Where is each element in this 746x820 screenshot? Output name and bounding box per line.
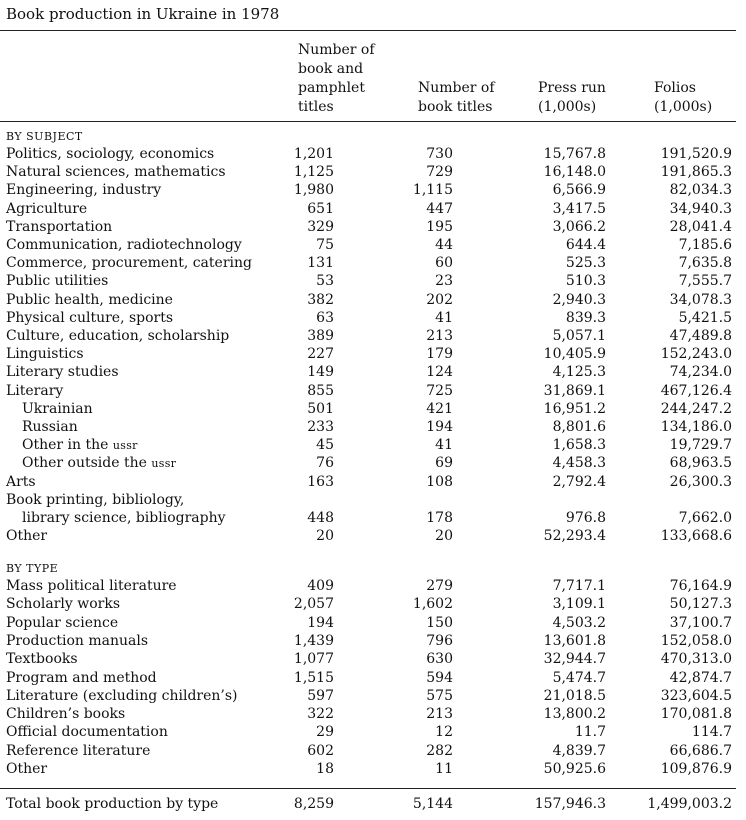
row-label-text: Program and method	[6, 669, 157, 686]
table-row	[0, 327, 736, 345]
row-label	[6, 473, 36, 491]
row-label-text: Public utilities	[6, 273, 109, 290]
table-row	[0, 595, 736, 613]
header-col-press-run-line: (1,000s)	[538, 99, 597, 115]
cell-book-titles: 282	[426, 742, 453, 759]
cell-book-titles: 213	[426, 328, 453, 344]
row-label	[6, 181, 161, 199]
header-col-folios	[654, 79, 712, 117]
row-label-text: Production manuals	[6, 632, 149, 649]
cell-titles: 2,057	[293, 596, 334, 613]
row-label	[22, 400, 93, 418]
row-label	[6, 527, 47, 545]
cell-titles: 651	[307, 200, 334, 217]
cell-book-titles: 69	[435, 455, 453, 472]
row-label	[6, 687, 238, 705]
cell-folios: 170,081.8	[660, 706, 732, 723]
cell-folios: 50,127.3	[669, 596, 732, 613]
header-col-titles	[298, 41, 375, 117]
cell-folios: 7,185.6	[678, 237, 732, 253]
cell-press-run: 644.4	[565, 237, 606, 253]
table-row	[0, 577, 736, 595]
cell-book-titles: 20	[435, 528, 453, 545]
row-label-text: Russian	[22, 419, 78, 435]
table-row	[0, 200, 736, 218]
row-label	[6, 742, 150, 760]
row-label	[6, 345, 84, 363]
cell-titles: 597	[307, 687, 334, 704]
row-label-text: Reference literature	[6, 742, 151, 759]
row-label	[6, 382, 63, 400]
cell-folios: 134,186.0	[660, 419, 732, 435]
total-row	[0, 795, 736, 813]
cell-press-run: 32,944.7	[543, 651, 606, 668]
row-label	[6, 218, 112, 236]
table-row	[0, 363, 736, 381]
cell-book-titles: 41	[435, 309, 453, 326]
cell-folios: 133,668.6	[660, 528, 732, 545]
header-col-titles-line: titles	[298, 99, 334, 115]
total-press-run: 157,946.3	[534, 796, 606, 812]
row-label-text: Book printing, bibliology,	[6, 491, 185, 508]
cell-press-run: 5,057.1	[552, 328, 606, 344]
cell-folios: 191,520.9	[660, 146, 732, 162]
cell-folios: 7,555.7	[678, 273, 732, 290]
row-label-text: Culture, education, scholarship	[6, 328, 230, 344]
table-row	[0, 509, 736, 527]
table-row	[0, 382, 736, 400]
table-row	[0, 742, 736, 760]
top-rule	[0, 30, 736, 31]
row-label-text: Other in the	[22, 437, 109, 454]
row-label	[22, 509, 226, 527]
cell-folios: 47,489.8	[669, 328, 732, 344]
row-label	[6, 327, 229, 345]
table-row	[0, 236, 736, 254]
header-rule	[0, 121, 736, 122]
cell-titles: 1,439	[293, 632, 334, 649]
row-label-text: Transportation	[6, 218, 113, 235]
row-label	[6, 669, 157, 687]
cell-press-run: 16,951.2	[543, 400, 606, 417]
cell-titles: 602	[307, 742, 334, 759]
cell-book-titles: 178	[426, 510, 453, 526]
row-label-abbrev: ussr	[112, 439, 138, 453]
cell-titles: 20	[316, 528, 334, 545]
cell-folios: 76,164.9	[669, 578, 732, 594]
section-by-type: BY TYPE	[6, 562, 59, 575]
cell-press-run: 21,018.5	[543, 687, 606, 704]
cell-press-run: 525.3	[565, 255, 606, 272]
cell-folios: 37,100.7	[669, 614, 732, 631]
cell-press-run: 13,800.2	[543, 706, 606, 723]
row-label	[6, 595, 120, 613]
cell-press-run: 4,458.3	[552, 455, 606, 472]
cell-titles: 1,201	[293, 146, 334, 162]
cell-titles: 63	[316, 309, 334, 326]
row-label	[6, 491, 184, 509]
row-label-text: Other	[6, 528, 48, 545]
cell-folios: 34,078.3	[669, 291, 732, 308]
header-col-press-run-line: Press run	[538, 80, 606, 96]
cell-book-titles: 11	[435, 761, 453, 777]
table-row	[0, 723, 736, 741]
row-label	[22, 436, 138, 455]
cell-press-run: 2,940.3	[552, 291, 606, 308]
cell-press-run: 6,566.9	[552, 182, 606, 199]
cell-folios: 152,058.0	[660, 632, 732, 649]
cell-book-titles: 447	[426, 200, 453, 217]
cell-folios: 244,247.2	[660, 400, 732, 417]
cell-press-run: 31,869.1	[543, 382, 606, 399]
cell-press-run: 4,125.3	[552, 364, 606, 381]
row-label-text: Textbooks	[6, 651, 78, 668]
row-label	[6, 163, 226, 181]
cell-book-titles: 1,602	[412, 596, 453, 613]
cell-titles: 29	[316, 724, 334, 741]
cell-book-titles: 23	[435, 273, 453, 290]
cell-titles: 329	[307, 218, 334, 235]
row-label	[6, 200, 87, 218]
header-col-book-titles-line: Number of	[418, 80, 495, 96]
row-label-text: Politics, sociology, economics	[6, 146, 215, 162]
cell-book-titles: 730	[426, 146, 453, 162]
cell-press-run: 1,658.3	[552, 437, 606, 454]
row-label	[6, 254, 252, 272]
cell-press-run: 7,717.1	[552, 578, 606, 594]
table-row	[0, 760, 736, 778]
row-label	[6, 363, 119, 381]
table-row	[0, 491, 736, 509]
header-col-titles-line: book and	[298, 61, 364, 77]
row-label	[6, 650, 78, 668]
cell-folios: 26,300.3	[669, 473, 732, 490]
cell-titles: 1,980	[293, 182, 334, 199]
total-folios: 1,499,003.2	[647, 796, 732, 812]
table-row	[0, 145, 736, 163]
cell-press-run: 16,148.0	[543, 164, 606, 181]
cell-press-run: 2,792.4	[552, 473, 606, 490]
cell-folios: 5,421.5	[678, 309, 732, 326]
cell-press-run: 5,474.7	[552, 669, 606, 686]
cell-book-titles: 575	[426, 687, 453, 704]
table-row	[0, 454, 736, 472]
row-label-text: Communication, radiotechnology	[6, 237, 242, 253]
total-rule	[0, 788, 736, 789]
cell-folios: 114.7	[691, 724, 732, 741]
cell-book-titles: 108	[426, 473, 453, 490]
row-label-text: Other	[6, 761, 48, 777]
cell-book-titles: 60	[435, 255, 453, 272]
cell-titles: 1,125	[293, 164, 334, 181]
cell-titles: 855	[307, 382, 334, 399]
row-label-text: Literature (excluding children’s)	[6, 687, 238, 704]
cell-book-titles: 725	[426, 382, 453, 399]
cell-titles: 233	[307, 419, 334, 435]
table-row	[0, 632, 736, 650]
cell-folios: 152,243.0	[660, 346, 732, 363]
cell-titles: 1,515	[293, 669, 334, 686]
row-label-text: Engineering, industry	[6, 182, 162, 199]
table-row	[0, 527, 736, 545]
header-col-titles-line: Number of	[298, 42, 375, 58]
total-titles: 8,259	[293, 796, 334, 812]
table-row	[0, 181, 736, 199]
row-label-text: Commerce, procurement, catering	[6, 255, 252, 272]
row-label	[6, 291, 173, 309]
cell-titles: 53	[316, 273, 334, 290]
cell-book-titles: 194	[426, 419, 453, 435]
cell-book-titles: 41	[435, 437, 453, 454]
header-col-folios-line: Folios	[654, 80, 696, 96]
cell-titles: 163	[307, 473, 334, 490]
row-label	[6, 577, 177, 595]
cell-book-titles: 12	[435, 724, 453, 741]
cell-titles: 409	[307, 578, 334, 594]
table-row	[0, 705, 736, 723]
cell-book-titles: 421	[426, 400, 453, 417]
cell-folios: 74,234.0	[669, 364, 732, 381]
total-book-titles: 5,144	[412, 796, 453, 812]
row-label-text: Literary studies	[6, 364, 119, 381]
cell-press-run: 976.8	[565, 510, 606, 526]
row-label-text: Agriculture	[6, 200, 88, 217]
table-row	[0, 309, 736, 327]
cell-folios: 66,686.7	[669, 742, 732, 759]
cell-book-titles: 202	[426, 291, 453, 308]
table-title: Book production in Ukraine in 1978	[6, 5, 280, 23]
table-row	[0, 614, 736, 632]
table-row	[0, 254, 736, 272]
row-label-abbrev: ussr	[151, 457, 177, 471]
table-row	[0, 163, 736, 181]
row-label-text: Mass political literature	[6, 578, 177, 594]
cell-folios: 323,604.5	[660, 687, 732, 704]
cell-folios: 42,874.7	[669, 669, 732, 686]
table-row	[0, 345, 736, 363]
cell-titles: 322	[307, 706, 334, 723]
cell-titles: 448	[307, 510, 334, 526]
row-label-text: Official documentation	[6, 724, 168, 741]
row-label-text: Other outside the	[22, 455, 147, 472]
cell-folios: 109,876.9	[660, 761, 732, 777]
total-label: Total book production by type	[6, 796, 219, 812]
table-row	[0, 436, 736, 454]
cell-press-run: 13,601.8	[543, 632, 606, 649]
row-label-text: Literary	[6, 382, 64, 399]
cell-press-run: 3,417.5	[552, 200, 606, 217]
row-label	[6, 272, 108, 290]
row-label-text: Children’s books	[6, 706, 126, 723]
table-row	[0, 272, 736, 290]
cell-book-titles: 213	[426, 706, 453, 723]
cell-book-titles: 594	[426, 669, 453, 686]
cell-press-run: 510.3	[565, 273, 606, 290]
cell-folios: 28,041.4	[669, 218, 732, 235]
cell-press-run: 52,293.4	[543, 528, 606, 545]
row-label-text: Natural sciences, mathematics	[6, 164, 226, 181]
cell-press-run: 4,503.2	[552, 614, 606, 631]
cell-press-run: 50,925.6	[543, 761, 606, 777]
cell-folios: 68,963.5	[669, 455, 732, 472]
row-label-text: Linguistics	[6, 346, 84, 363]
cell-book-titles: 796	[426, 632, 453, 649]
table-row	[0, 473, 736, 491]
cell-press-run: 4,839.7	[552, 742, 606, 759]
cell-press-run: 3,066.2	[552, 218, 606, 235]
cell-book-titles: 179	[426, 346, 453, 363]
table-row	[0, 650, 736, 668]
cell-press-run: 3,109.1	[552, 596, 606, 613]
cell-press-run: 8,801.6	[552, 419, 606, 435]
cell-book-titles: 124	[426, 364, 453, 381]
cell-titles: 382	[307, 291, 334, 308]
cell-titles: 194	[307, 614, 334, 631]
row-label	[6, 760, 47, 778]
cell-book-titles: 195	[426, 218, 453, 235]
row-label	[22, 454, 176, 473]
row-label	[6, 614, 118, 632]
cell-folios: 467,126.4	[660, 382, 732, 399]
table-row	[0, 400, 736, 418]
cell-folios: 7,662.0	[678, 510, 732, 526]
row-label	[6, 145, 214, 163]
cell-folios: 7,635.8	[678, 255, 732, 272]
row-label	[6, 705, 125, 723]
row-label-text: Arts	[6, 473, 36, 490]
table-row	[0, 218, 736, 236]
table-row	[0, 291, 736, 309]
cell-titles: 76	[316, 455, 334, 472]
cell-press-run: 839.3	[565, 309, 606, 326]
cell-titles: 45	[316, 437, 334, 454]
cell-folios: 19,729.7	[669, 437, 732, 454]
row-label-text: Scholarly works	[6, 596, 121, 613]
row-label-text: Ukrainian	[22, 400, 93, 417]
cell-folios: 191,865.3	[660, 164, 732, 181]
header-col-titles-line: pamphlet	[298, 80, 365, 96]
row-label-text: Public health, medicine	[6, 291, 173, 308]
table-row	[0, 669, 736, 687]
row-label	[6, 309, 173, 327]
cell-titles: 131	[307, 255, 334, 272]
section-by-subject: BY SUBJECT	[6, 130, 83, 143]
cell-press-run: 11.7	[574, 724, 606, 741]
cell-press-run: 15,767.8	[543, 146, 606, 162]
cell-titles: 227	[307, 346, 334, 363]
row-label	[6, 236, 242, 254]
row-label-text: library science, bibliography	[22, 510, 226, 526]
cell-book-titles: 630	[426, 651, 453, 668]
cell-press-run: 10,405.9	[543, 346, 606, 363]
cell-titles: 501	[307, 400, 334, 417]
header-col-folios-line: (1,000s)	[654, 99, 713, 115]
cell-folios: 34,940.3	[669, 200, 732, 217]
cell-titles: 18	[316, 761, 334, 777]
cell-book-titles: 1,115	[412, 182, 453, 199]
cell-folios: 470,313.0	[660, 651, 732, 668]
cell-book-titles: 150	[426, 614, 453, 631]
row-label	[6, 723, 168, 741]
header-col-book-titles-line: book titles	[418, 99, 493, 115]
cell-titles: 389	[307, 328, 334, 344]
row-label-text: Popular science	[6, 614, 119, 631]
cell-titles: 1,077	[293, 651, 334, 668]
cell-titles: 75	[316, 237, 334, 253]
header-col-press-run	[538, 79, 606, 117]
row-label-text: Physical culture, sports	[6, 309, 174, 326]
cell-titles: 149	[307, 364, 334, 381]
cell-book-titles: 279	[426, 578, 453, 594]
row-label	[22, 418, 78, 436]
table-row	[0, 418, 736, 436]
row-label	[6, 632, 148, 650]
cell-book-titles: 729	[426, 164, 453, 181]
table-row	[0, 687, 736, 705]
cell-book-titles: 44	[435, 237, 453, 253]
cell-folios: 82,034.3	[669, 182, 732, 199]
header-col-book-titles	[418, 79, 495, 117]
